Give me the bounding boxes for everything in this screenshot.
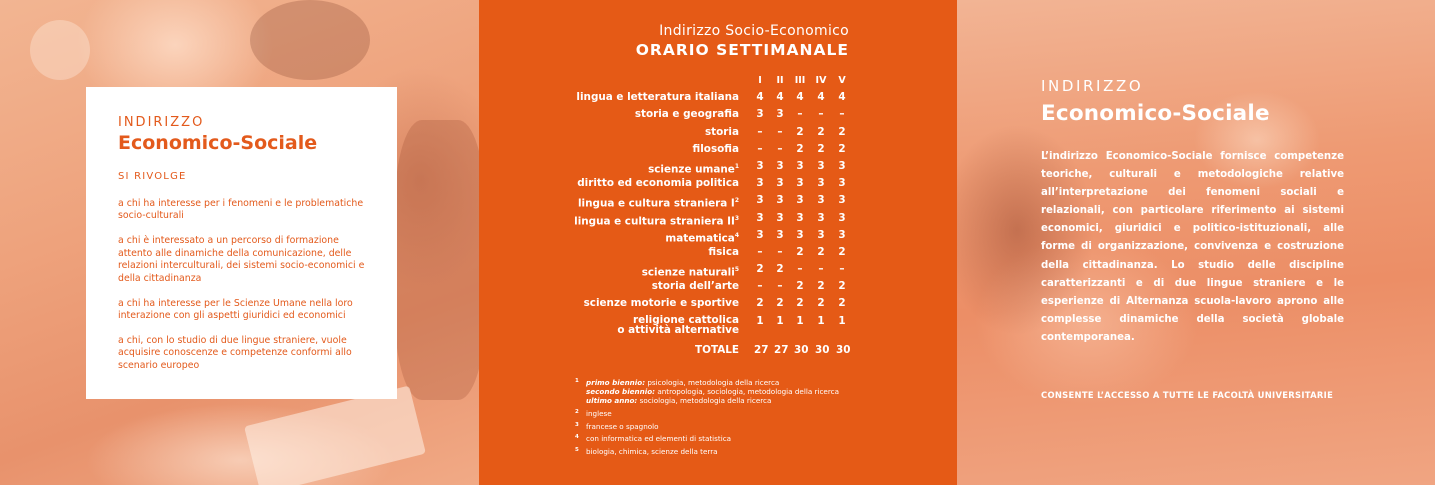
subject-name: [489, 89, 739, 106]
schedule-panel: [479, 0, 957, 485]
schedule-row: [479, 106, 957, 123]
weekly-hours: 3: [838, 177, 846, 190]
weekly-hours: 3: [817, 211, 825, 224]
footnote-ref: 5: [734, 266, 739, 274]
card-title: Economico-Sociale: [118, 132, 318, 154]
schedule-heading-title: ORARIO SETTIMANALE: [635, 41, 849, 59]
subject-label: storia: [705, 125, 739, 138]
weekly-hours: 2: [796, 297, 804, 310]
schedule-row: [479, 124, 957, 141]
description-title: Economico-Sociale: [1041, 101, 1270, 126]
schedule-row: [479, 244, 957, 261]
footnote-text: sociologia, metodologia della ricerca: [637, 396, 772, 406]
weekly-hours: –: [839, 108, 845, 121]
weekly-hours: 2: [756, 297, 764, 310]
subject-label: storia dell’arte: [651, 280, 739, 293]
weekly-hours: 2: [817, 297, 825, 310]
card-kicker: INDIRIZZO: [118, 115, 205, 130]
subject-name: [489, 175, 739, 192]
subject-name: [489, 295, 739, 312]
total-hours: 30: [794, 343, 809, 356]
footnote: [575, 422, 875, 431]
subject-label: storia e geografia: [634, 108, 739, 121]
audience-item: a chi è interessato a un percorso di formazione attento alle dinamiche della comunicazione, delle relazioni interculturali, dei sistemi socio-economici e della cittadinanza: [118, 235, 365, 284]
background-photo-shape: [30, 20, 90, 80]
footnote-line: [586, 396, 875, 405]
schedule-heading-track: Indirizzo Socio-Economico: [659, 23, 849, 39]
schedule-row: [479, 158, 957, 175]
weekly-hours: 2: [756, 263, 764, 276]
weekly-hours: 2: [796, 142, 804, 155]
subject-label: lingua e letteratura italiana: [576, 91, 739, 104]
footnote-ref: 2: [734, 197, 739, 205]
weekly-hours: 1: [838, 314, 846, 327]
weekly-hours: 3: [796, 211, 804, 224]
weekly-hours: –: [839, 263, 845, 276]
subject-label: lingua e cultura straniera I: [578, 197, 735, 210]
weekly-hours: 2: [817, 125, 825, 138]
weekly-hours: –: [777, 280, 783, 293]
description-body: L’indirizzo Economico-Sociale fornisce competenze teoriche, culturali e metodologiche relative all’interpretazione dei fenomeni sociali e relazionali, con particolare riferimento ai sistemi economici, giuridici e politico-istituzionali, alle forme di organizzazione, convivenza e costruzione della cittadinanza. Lo studio delle discipline caratterizzanti e di due lingue straniere e le esperienze di Alternanza scuola-lavoro aprono alle complesse dinamiche della società globale contemporanea.: [1041, 151, 1344, 343]
audience-item: a chi ha interesse per i fenomeni e le problematiche socio-culturali: [118, 198, 364, 222]
weekly-hours: –: [777, 142, 783, 155]
footnote-term: ultimo anno:: [586, 396, 638, 406]
weekly-hours: –: [818, 263, 824, 276]
university-access-note: CONSENTE L’ACCESSO A TUTTE LE FACOLTÀ UNIVERSITARIE: [1041, 390, 1334, 400]
footnote: [575, 434, 875, 443]
schedule-header-row: [479, 72, 957, 89]
schedule-table: [479, 72, 957, 359]
subject-name: [489, 315, 739, 336]
weekly-hours: –: [797, 263, 803, 276]
left-panel: [0, 0, 479, 485]
weekly-hours: 3: [817, 177, 825, 190]
weekly-hours: 3: [796, 228, 804, 241]
year-column-header: IV: [815, 75, 827, 86]
footnote: [575, 378, 875, 405]
weekly-hours: 2: [817, 142, 825, 155]
year-column-header: III: [794, 75, 806, 86]
weekly-hours: 3: [838, 228, 846, 241]
weekly-hours: 3: [796, 159, 804, 172]
subject-label: fisica: [708, 245, 739, 258]
weekly-hours: 2: [796, 245, 804, 258]
subject-name: [489, 124, 739, 141]
footnote-text: inglese: [586, 408, 612, 418]
schedule-heading: [636, 22, 849, 60]
footnote-ref: 1: [734, 162, 739, 170]
footnote-number: 2: [575, 408, 579, 415]
footnote-term: primo biennio:: [586, 378, 646, 387]
weekly-hours: 3: [838, 159, 846, 172]
weekly-hours: 3: [776, 194, 784, 207]
schedule-row: [479, 261, 957, 278]
footnote-number: 4: [575, 434, 579, 441]
schedule-row: [479, 227, 957, 244]
audience-item: a chi ha interesse per le Scienze Umane nella loro interazione con gli aspetti giuridici ed economici: [118, 297, 353, 322]
weekly-hours: 2: [776, 297, 784, 310]
weekly-hours: 3: [776, 108, 784, 121]
audience-item: a chi, con lo studio di due lingue straniere, vuole acquisire conoscenze e competenze conformi allo scenario europeo: [118, 335, 352, 371]
total-hours: 30: [836, 343, 851, 356]
weekly-hours: –: [777, 245, 783, 258]
schedule-footnotes: [575, 378, 875, 460]
weekly-hours: 2: [838, 280, 846, 293]
weekly-hours: 4: [817, 91, 825, 104]
footnote: [575, 447, 875, 456]
schedule-row: [479, 278, 957, 295]
subject-label: filosofia: [692, 142, 739, 155]
schedule-row: [479, 141, 957, 158]
weekly-hours: 4: [776, 91, 784, 104]
weekly-hours: 3: [756, 177, 764, 190]
total-hours: 30: [815, 343, 830, 356]
weekly-hours: –: [757, 142, 763, 155]
footnote-text: psicologia, metodologia della ricerca: [645, 378, 780, 387]
year-column-header: V: [838, 75, 846, 86]
subject-name: [489, 141, 739, 158]
weekly-hours: 3: [776, 177, 784, 190]
footnote-number: 3: [575, 421, 579, 428]
subject-name: [489, 106, 739, 123]
weekly-hours: 2: [838, 125, 846, 138]
schedule-row: [479, 175, 957, 192]
weekly-hours: 1: [817, 314, 825, 327]
weekly-hours: 3: [756, 211, 764, 224]
target-audience-card: [86, 87, 397, 399]
footnote: [575, 409, 875, 418]
footnote-line: [586, 378, 875, 387]
subject-name: [489, 244, 739, 261]
subject-label: diritto ed economia politica: [577, 177, 739, 190]
schedule-row: [479, 210, 957, 227]
weekly-hours: 1: [756, 314, 764, 327]
weekly-hours: 4: [756, 91, 764, 104]
weekly-hours: –: [757, 280, 763, 293]
subject-label: scienze umane: [648, 163, 735, 176]
footnote-line: [586, 387, 875, 396]
footnote-term: secondo biennio:: [586, 387, 656, 397]
weekly-hours: 2: [776, 263, 784, 276]
subject-label: lingua e cultura straniera II: [574, 214, 735, 227]
weekly-hours: 3: [756, 194, 764, 207]
weekly-hours: 1: [796, 314, 804, 327]
weekly-hours: 3: [756, 228, 764, 241]
weekly-hours: 3: [756, 108, 764, 121]
footnote-text: con informatica ed elementi di statistica: [586, 434, 732, 444]
footnote-number: 5: [575, 446, 579, 453]
subject-label: matematica: [665, 232, 735, 245]
weekly-hours: –: [777, 125, 783, 138]
footnote-number: 1: [575, 378, 579, 384]
description-kicker: INDIRIZZO: [1041, 77, 1144, 95]
schedule-total-row: [479, 342, 957, 359]
total-label: TOTALE: [695, 343, 739, 356]
weekly-hours: 1: [776, 314, 784, 327]
year-column-header: I: [758, 75, 762, 86]
schedule-row: [479, 295, 957, 312]
description-panel: [957, 0, 1435, 485]
weekly-hours: 3: [776, 228, 784, 241]
subject-name: [489, 278, 739, 295]
footnote-text: antropologia, sociologia, metodologia della ricerca: [655, 387, 839, 397]
weekly-hours: 4: [838, 91, 846, 104]
weekly-hours: –: [818, 108, 824, 121]
weekly-hours: 2: [817, 245, 825, 258]
footnote-text: biologia, chimica, scienze della terra: [586, 446, 718, 456]
subject-label: scienze naturali: [641, 266, 735, 279]
subject-label-alt: o attività alternative: [617, 324, 739, 337]
weekly-hours: 2: [817, 280, 825, 293]
weekly-hours: 3: [776, 211, 784, 224]
weekly-hours: 3: [817, 159, 825, 172]
subject-label: religione cattolica: [632, 313, 739, 326]
weekly-hours: 3: [838, 194, 846, 207]
background-photo-shape: [395, 120, 479, 400]
weekly-hours: 3: [756, 159, 764, 172]
footnote-text: francese o spagnolo: [586, 421, 659, 431]
card-subtitle: SI RIVOLGE: [118, 171, 187, 182]
schedule-row: [479, 192, 957, 209]
footnote-ref: 3: [734, 214, 739, 222]
year-column-header: II: [776, 75, 784, 86]
weekly-hours: 3: [838, 211, 846, 224]
weekly-hours: –: [757, 125, 763, 138]
weekly-hours: –: [757, 245, 763, 258]
weekly-hours: 3: [817, 228, 825, 241]
weekly-hours: 3: [776, 159, 784, 172]
weekly-hours: 3: [796, 194, 804, 207]
background-photo-shape: [250, 0, 370, 80]
weekly-hours: 2: [796, 125, 804, 138]
weekly-hours: 2: [838, 142, 846, 155]
schedule-row: [479, 313, 957, 339]
weekly-hours: 2: [838, 245, 846, 258]
weekly-hours: 2: [838, 297, 846, 310]
total-hours: 27: [754, 343, 769, 356]
weekly-hours: 3: [817, 194, 825, 207]
background-photo-paper: [244, 385, 426, 485]
schedule-row: [479, 89, 957, 106]
weekly-hours: 3: [796, 177, 804, 190]
subject-label: scienze motorie e sportive: [583, 297, 739, 310]
weekly-hours: 2: [796, 280, 804, 293]
footnote-ref: 4: [734, 231, 739, 239]
weekly-hours: 4: [796, 91, 804, 104]
total-hours: 27: [774, 343, 789, 356]
audience-list: [118, 198, 367, 372]
weekly-hours: –: [797, 108, 803, 121]
